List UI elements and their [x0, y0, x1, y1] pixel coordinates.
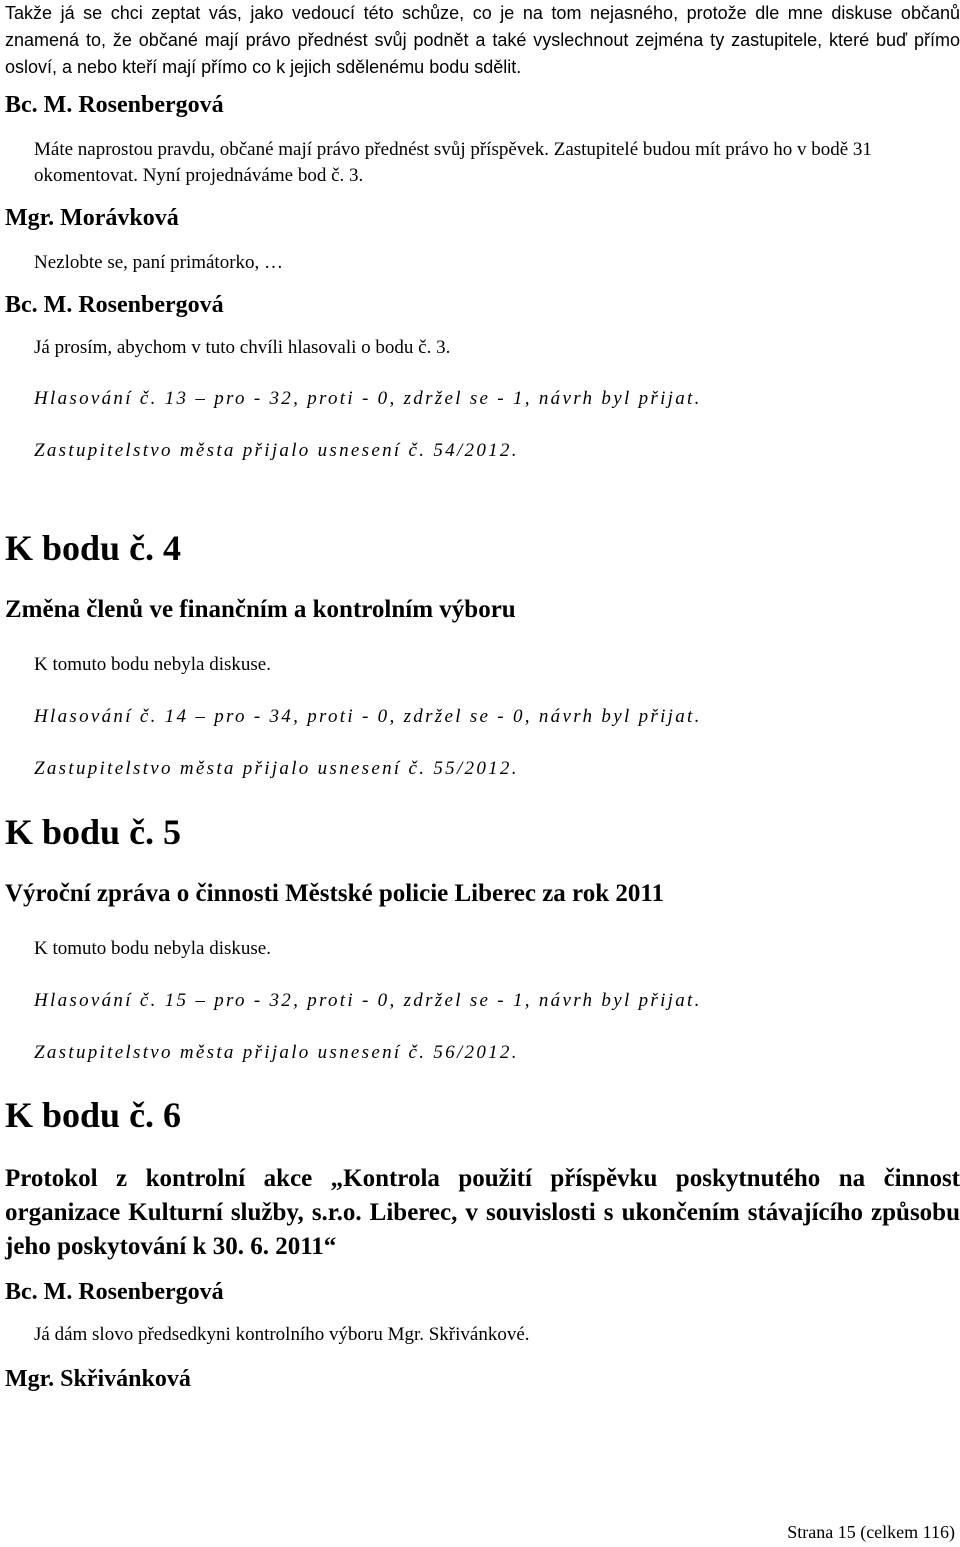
speaker-name: Bc. M. Rosenbergová — [5, 292, 224, 318]
point-title: Výroční zpráva o činnosti Městské policie Liberec za rok 2011 — [5, 880, 664, 907]
resolution-text: Zastupitelstvo města přijalo usnesení č. 55/2012. — [34, 758, 519, 779]
speaker-name: Bc. M. Rosenbergová — [5, 92, 224, 118]
page-number: Strana 15 (celkem 116) — [787, 1522, 955, 1542]
speaker-name: Bc. M. Rosenbergová — [5, 1279, 224, 1305]
resolution-text: Zastupitelstvo města přijalo usnesení č. 56/2012. — [34, 1042, 519, 1063]
vote-result: Hlasování č. 15 – pro - 32, proti - 0, zdržel se - 1, návrh byl přijat. — [34, 990, 702, 1011]
speaker-name: Mgr. Morávková — [5, 205, 179, 231]
intro-paragraph: Takže já se chci zeptat vás, jako vedoucí této schůze, co je na tom nejasného, protože dle mne diskuse občanů znamená to, že občané mají právo přednést svůj podnět a také vyslechnout zejména ty zastupitele, které buď přímo osloví, a nebo kteří mají přímo co k jejich sdělenému bodu sdělit. — [5, 3, 960, 77]
resolution-text: Zastupitelstvo města přijalo usnesení č. 54/2012. — [34, 440, 519, 461]
point-heading: K bodu č. 6 — [5, 1095, 182, 1135]
speaker-name: Mgr. Skřivánková — [5, 1366, 191, 1392]
vote-result: Hlasování č. 14 – pro - 34, proti - 0, zdržel se - 0, návrh byl přijat. — [34, 706, 702, 727]
point-title: Protokol z kontrolní akce „Kontrola použití příspěvku poskytnutého na činnost organizace Kulturní služby, s.r.o. Liberec, v souvislosti s ukončením stávajícího způsobu jeho poskytování k 30. 6. 2011“ — [5, 1165, 960, 1260]
point-heading: K bodu č. 5 — [5, 812, 182, 852]
vote-result: Hlasování č. 13 – pro - 32, proti - 0, zdržel se - 1, návrh byl přijat. — [34, 388, 702, 409]
point-heading: K bodu č. 4 — [5, 528, 182, 568]
discussion-note: K tomuto bodu nebyla diskuse. — [34, 938, 271, 959]
speech-text: Nezlobte se, paní primátorko, … — [34, 252, 284, 273]
speech-text: Já dám slovo předsedkyni kontrolního výboru Mgr. Skřivánkové. — [34, 1324, 530, 1345]
discussion-note: K tomuto bodu nebyla diskuse. — [34, 654, 271, 675]
point-title: Změna členů ve finančním a kontrolním výboru — [5, 596, 516, 623]
speech-text: Já prosím, abychom v tuto chvíli hlasovali o bodu č. 3. — [34, 337, 451, 358]
speech-text: Máte naprostou pravdu, občané mají právo přednést svůj příspěvek. Zastupitelé budou mít právo ho v bodě 31 okomentovat. Nyní projednáváme bod č. 3. — [34, 139, 872, 186]
